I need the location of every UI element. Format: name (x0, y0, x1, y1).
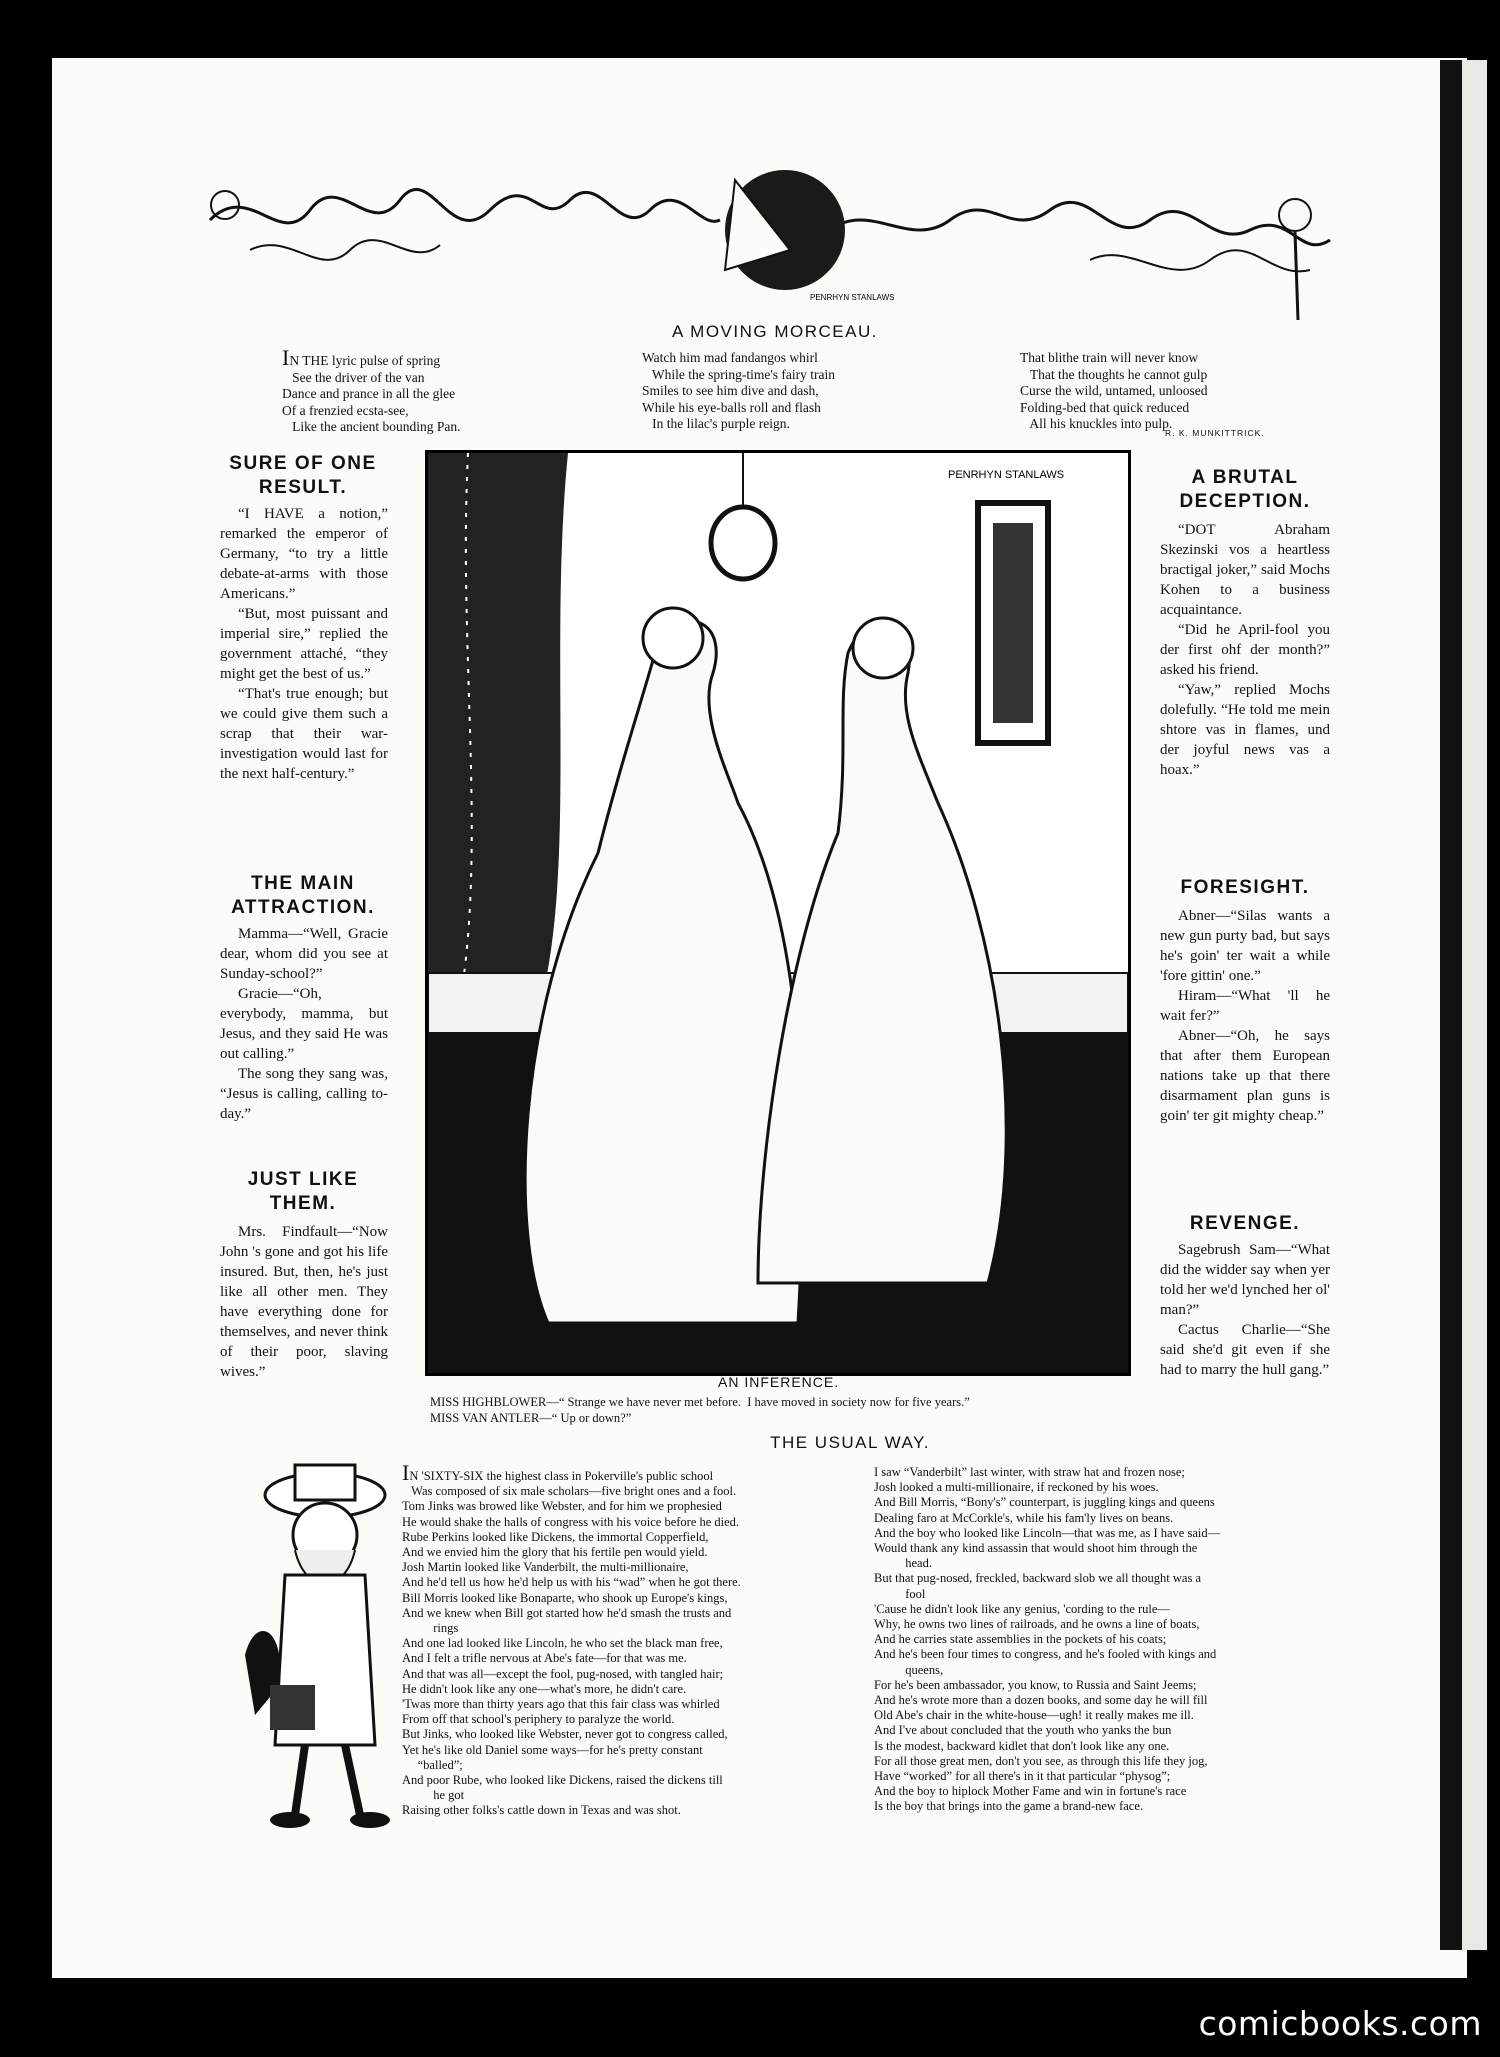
illustration-signature: PENRHYN STANLAWS (948, 469, 1065, 481)
brutal-deception-title: A BRUTAL DECEPTION. (1179, 467, 1311, 512)
main-paragraph: Gracie—“Oh, everybody, mamma, but Jesus, and they said He was out calling.” (220, 986, 388, 1062)
inference-line-2: MISS VAN ANTLER—“ Up or down?” (430, 1411, 632, 1425)
revenge-body (1160, 1240, 1330, 1380)
morceau-dropcap: I (282, 345, 290, 370)
brutal-deception-body (1160, 520, 1330, 780)
just-like-them-body (220, 1222, 388, 1382)
brutal-paragraph: “Did he April-fool you der first ohf der month?” asked his friend. (1160, 622, 1330, 678)
just-like-them-title: JUST LIKE THEM. (247, 1169, 359, 1214)
revenge-paragraph: Sagebrush Sam—“What did the widder say when yer told her we'd lynched her ol' man?” (1160, 1242, 1330, 1318)
inference-line-1: MISS HIGHBLOWER—“ Strange we have never met before. I have moved in society now for five years.” (430, 1395, 970, 1409)
illustration-drawing (428, 453, 1128, 1373)
usual-way-title: THE USUAL WAY. (770, 1433, 930, 1452)
brutal-paragraph: “DOT Abraham Skezinski vos a heartless bractigal joker,” said Mochs Kohen to a business acquaintance. (1160, 522, 1330, 618)
foresight-title: FORESIGHT. (1180, 877, 1310, 898)
main-paragraph: The song they sang was, “Jesus is calling, calling to-day.” (220, 1066, 388, 1122)
revenge-paragraph: Cactus Charlie—“She said she'd git even if she had to marry the hull gang.” (1160, 1322, 1330, 1378)
header-signature: PENRHYN STANLAWS (810, 293, 895, 302)
foresight-paragraph: Abner—“Silas wants a new gun purty bad, but says he's goin' ter wait a while 'fore gittin' one.” (1160, 908, 1330, 984)
moving-morceau-title: A MOVING MORCEAU. (672, 322, 878, 341)
usual-way-col1-text: N 'SIXTY-SIX the highest class in Pokerville's public school Was composed of six male scholars—five bright ones and a fool. Tom Jinks was browed like Webster, and for him we prophesied He would shake the halls of congress with his voice before he died. Rube Perkins looked like Dickens, the immortal Copperfield, And we envied him the glory that his fertile pen would yield. Josh Martin looked like Vanderbilt, the multi-millionaire, And he'd tell us how he'd help us with his “wad” when he got there. Bill Morris looked like Bonaparte, who shook up Europe's kings, And we knew when Bill got started how he'd smash the trusts and rings And one lad looked like Lincoln, he who set the black man free, And I felt a trifle nervous at Abe's fate—for that was me. And that was all—except the fool, pug-nosed, with tangled hair; He didn't look like any one—what's more, he didn't care. 'Twas more than thirty years ago that this fair class was whirled From off that school's periphery to paralyze the world. But Jinks, who looked like Webster, never got to congress called, Yet he's like old Daniel some ways—for he's pretty constant “balled”; And poor Rube, who looked like Dickens, raised the dickens till he got Raising other folks's cattle down in Texas and was shot. (402, 1469, 741, 1818)
morceau-author: R. K. MUNKITTRICK. (1165, 428, 1265, 438)
old-man-illustration (245, 1455, 405, 1835)
main-paragraph: Mamma—“Well, Gracie dear, whom did you see at Sunday-school?” (220, 926, 388, 982)
next-page-edge (1462, 60, 1487, 1950)
sure-of-one-result-body (220, 504, 388, 784)
sure-paragraph: “I HAVE a notion,” remarked the emperor of Germany, “to try a little debate-at-arms with those Americans.” (220, 506, 388, 602)
page-gutter (1440, 60, 1462, 1950)
revenge-title: REVENGE. (1189, 1213, 1301, 1234)
morceau-col2: Watch him mad fandangos whirl While the spring-time's fairy train Smiles to see him dive and dash, While his eye-balls roll and flash In the lilac's purple reign. (642, 350, 836, 431)
usual-way-col1 (402, 1460, 741, 1819)
sure-paragraph: “That's true enough; but we could give them such a scrap that their war-investigation would last for the next half-century.” (220, 686, 388, 782)
an-inference-illustration (425, 450, 1131, 1376)
inference-caption-title: AN INFERENCE. (718, 1374, 840, 1390)
sure-paragraph: “But, most puissant and imperial sire,” replied the government attaché, “they might get the best of us.” (220, 606, 388, 682)
foresight-body (1160, 906, 1330, 1126)
sure-of-one-result-title: SURE OF ONE RESULT. (229, 453, 377, 498)
morceau-col1-text: N THE lyric pulse of spring See the driver of the van Dance and prance in all the glee Of a frenzied ecsta-see, Like the ancient bounding Pan. (282, 353, 461, 434)
main-attraction-body (220, 924, 388, 1124)
just-paragraph: Mrs. Findfault—“Now John 's gone and got his life insured. But, then, he's just like all other men. They have everything done for themselves, and never think of their poor, slaving wives.” (220, 1224, 388, 1380)
morceau-col1 (282, 345, 461, 436)
usual-way-col2: I saw “Vanderbilt” last winter, with straw hat and frozen nose; Josh looked a multi-millionaire, if reckoned by his woes. And Bill Morris, “Bony's” counterpart, is juggling kings and queens Dealing faro at McCorkle's, while his fam'ly lives on beans. And the boy who looked like Lincoln—that was me, as I have said— Would thank any kind assassin that would shoot him through the head. But that pug-nosed, freckled, backward slob we all thought was a fool 'Cause he didn't look like any genius, 'cording to the rule— Why, he owns two lines of railroads, and he owns a line of boats, And he carries state assemblies in the pockets of his coats; And he's been four times to congress, and he's fooled with kings and queens, For he's been ambassador, you know, to Russia and Saint Jeems; And he's wrote more than a dozen books, and some day he will fill Old Abe's chair in the white-house—ugh! it really makes me ill. And I've about concluded that the youth who yanks the bun Is the modest, backward kidlet that don't look like any one. For all those great men, don't you see, as through this life they jog, Have “worked” for all there's in it that particular “physog”; And the boy to hiplock Mother Fame and win in fortune's race Is the boy that brings into the game a brand-new face. (874, 1465, 1221, 1814)
foresight-paragraph: Abner—“Oh, he says that after them European nations take up that there disarmament plan guns is goin' ter git mighty cheap.” (1160, 1028, 1330, 1124)
morceau-col3: That blithe train will never know That the thoughts he cannot gulp Curse the wild, untamed, unloosed Folding-bed that quick reduced All his knuckles into pulp. (1020, 350, 1208, 431)
main-attraction-title: THE MAIN ATTRACTION. (231, 873, 375, 918)
usual-way-dropcap: I (402, 1460, 410, 1485)
watermark: comicbooks.com (1198, 2004, 1482, 2043)
foresight-paragraph: Hiram—“What 'll he wait fer?” (1160, 988, 1330, 1024)
brutal-paragraph: “Yaw,” replied Mochs dolefully. “He told me mein shtore vas in flames, und der joyful news vas a hoax.” (1160, 682, 1330, 778)
